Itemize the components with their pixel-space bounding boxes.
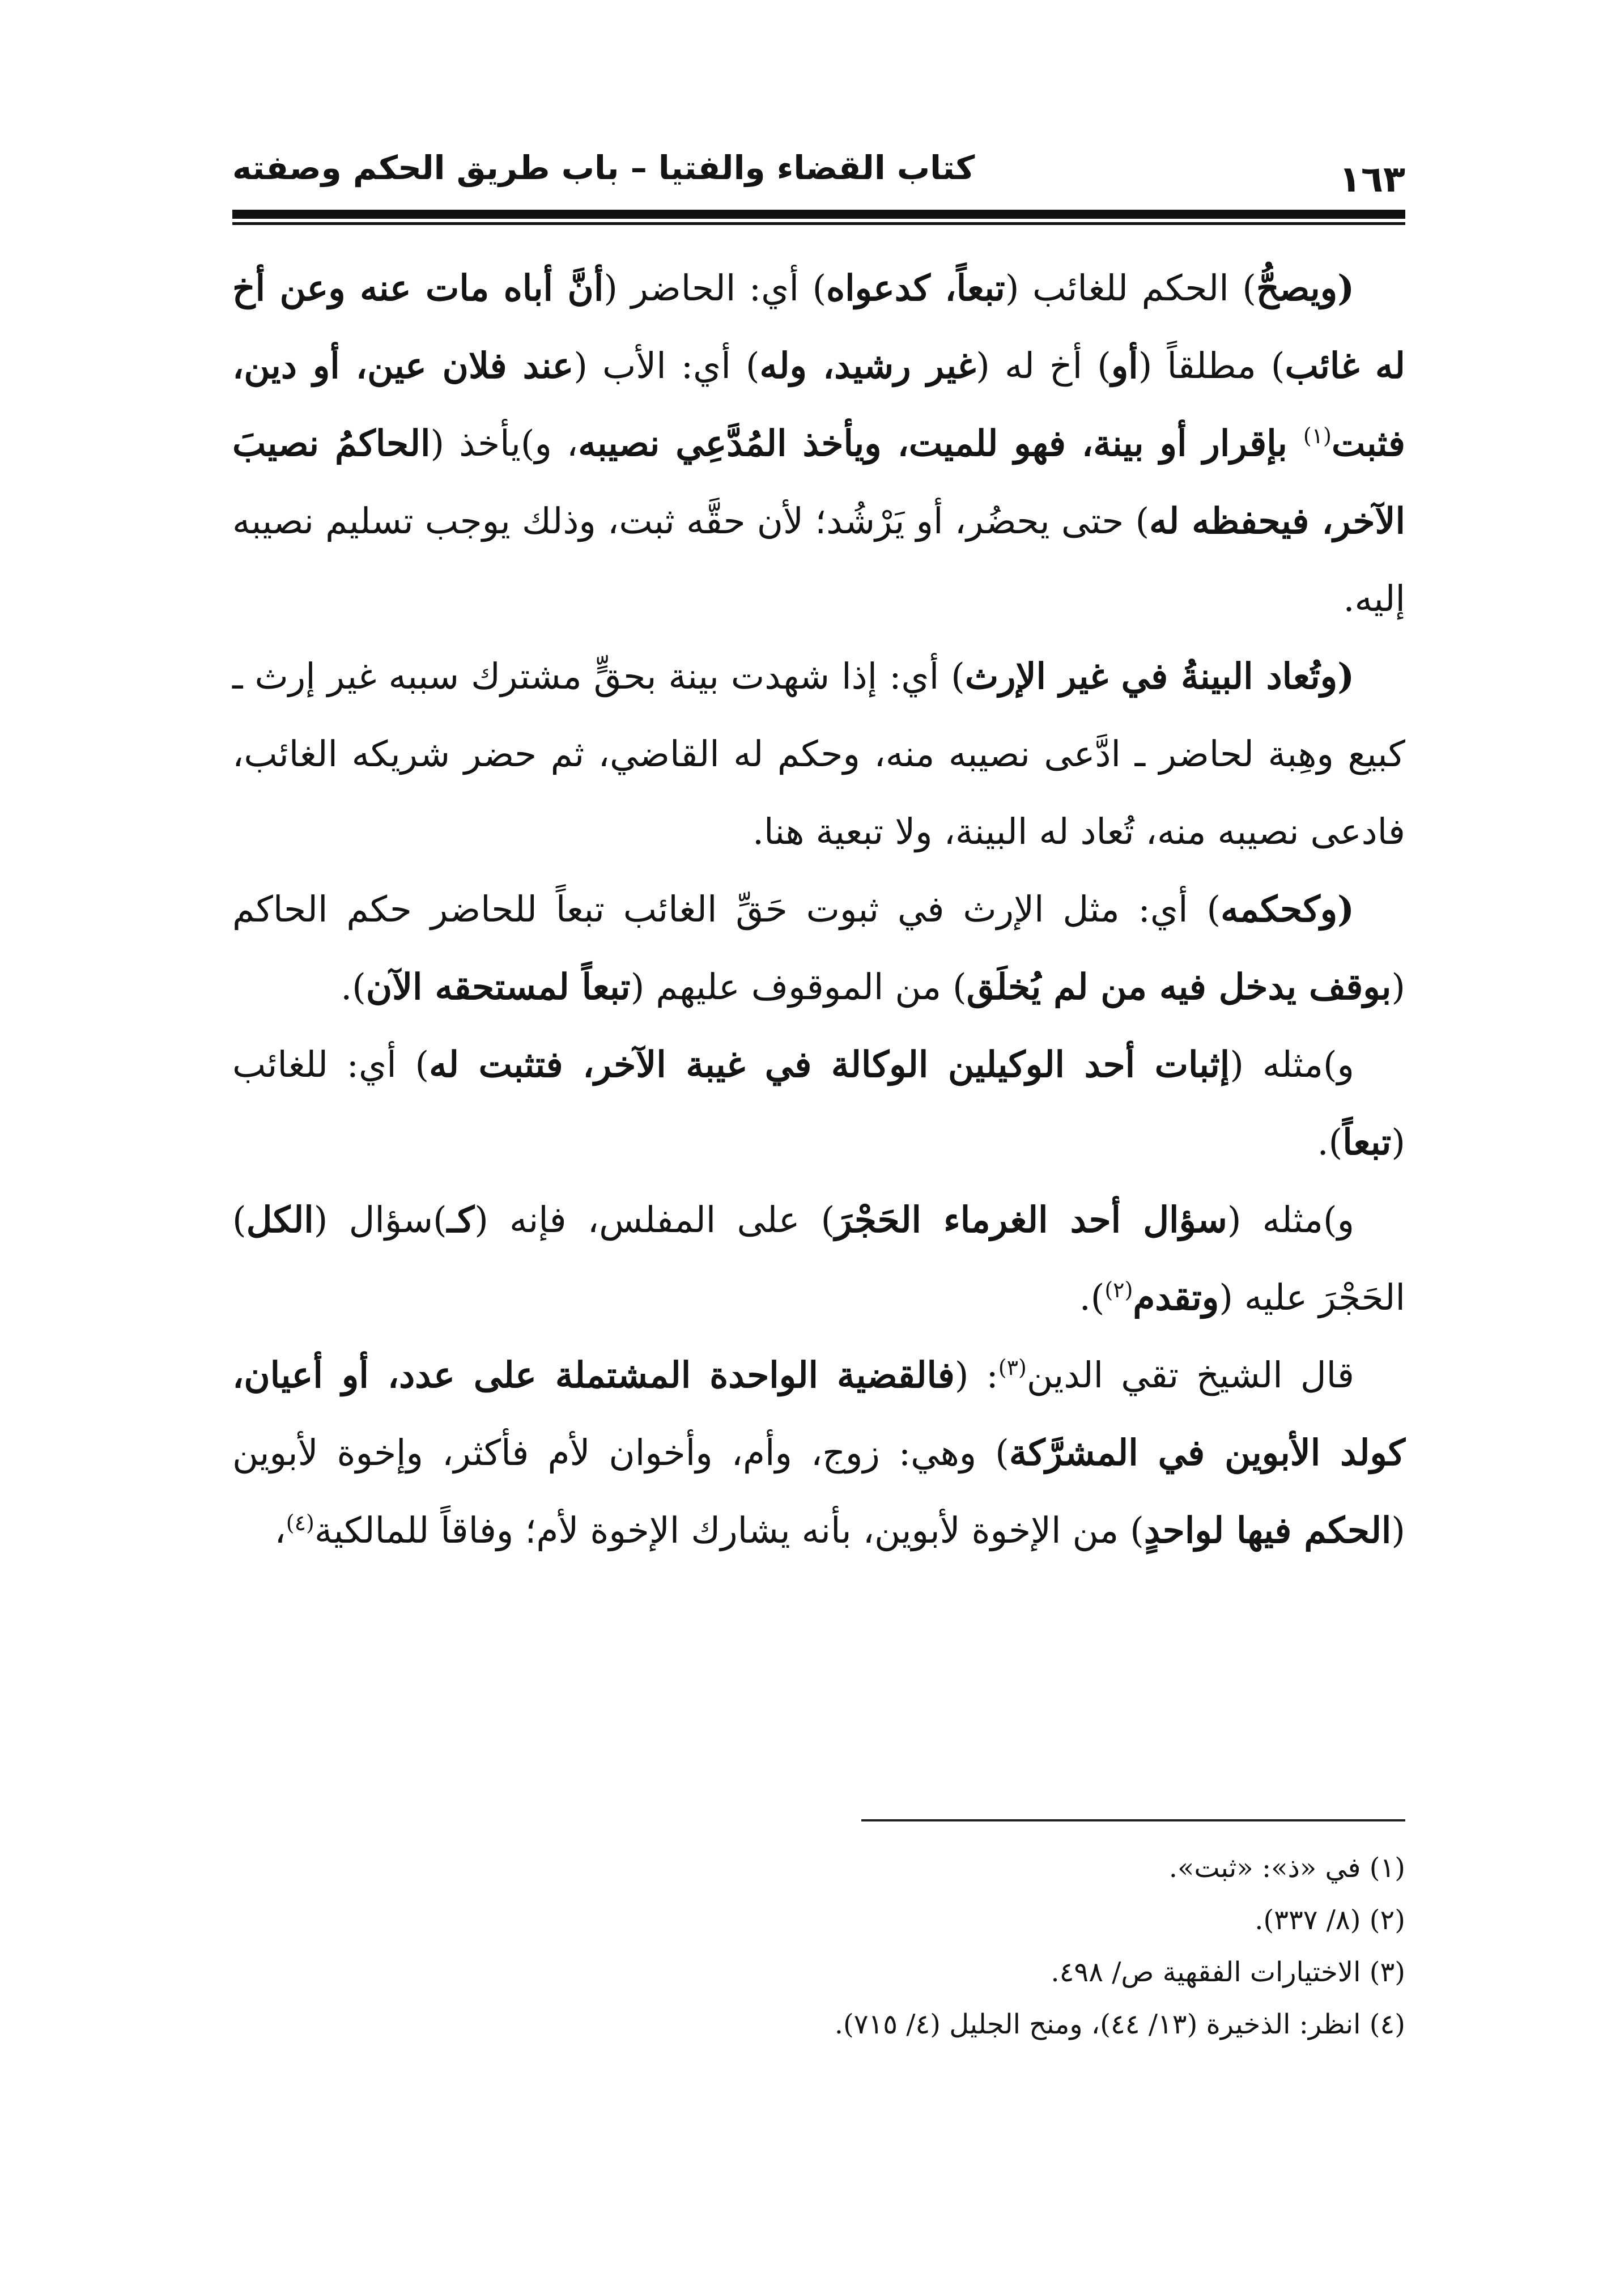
matn-text: تبعاً، كدعواه bbox=[826, 267, 1005, 309]
paragraph-5 bbox=[232, 1181, 1405, 1336]
footnote-ref: (٢) bbox=[1104, 1277, 1133, 1302]
paragraph-4 bbox=[232, 1026, 1405, 1181]
footnote-4: (٤) انظر: الذخيرة (١٣/ ٤٤)، ومنح الجليل (٤/ ٧١٥). bbox=[834, 2009, 1405, 2040]
sharh-text: ) من الإخوة لأبوين، بأنه يشارك الإخوة لأم؛ وفاقاً للمالكية bbox=[314, 1510, 1144, 1551]
sharh-text: ). bbox=[341, 966, 366, 1008]
sharh-text: ) الحَجْرَ عليه ( bbox=[232, 1199, 1405, 1318]
footnote-3: (٣) الاختيارات الفقهية ص/ ٤٩٨. bbox=[1051, 1956, 1405, 1988]
footnote-ref: (٤) bbox=[286, 1510, 314, 1535]
sharh-text: : ( bbox=[954, 1354, 998, 1396]
sharh-text: ، و)يأخذ ( bbox=[430, 423, 579, 464]
matn-text: كـ bbox=[447, 1199, 475, 1241]
matn-text: أو bbox=[1111, 345, 1138, 387]
matn-text: غير رشيد، وله bbox=[759, 345, 976, 387]
sharh-text: ) على المفلس، فإنه ( bbox=[474, 1199, 835, 1241]
matn-text: تبعاً bbox=[1342, 1121, 1392, 1163]
sharh-text: ) أي: إذا شهدت بينة بحقٍّ مشترك سببه غير إرث ـ كبيع وهِبة لحاضر ـ ادَّعى نصيبه منه، وحكم له القاضي، ثم حضر شريكه الغائب، فادعى نصيبه منه، تُعاد له البينة، ولا تبعية هنا. bbox=[232, 656, 1405, 852]
running-title: كتاب القضاء والفتيا – باب طريق الحكم وصفته bbox=[232, 148, 975, 187]
matn-text: (وكحكمه bbox=[1221, 888, 1354, 930]
footnote-ref: (١) bbox=[1303, 423, 1332, 448]
sharh-text: ) مطلقاً ( bbox=[1138, 345, 1285, 387]
paragraph-1 bbox=[232, 249, 1405, 638]
matn-text: بإقرار أو بينة، فهو للميت، ويأخذ المُدَّعِي نصيبه bbox=[578, 422, 1303, 464]
sharh-text: ) من الموقوف عليهم ( bbox=[630, 966, 967, 1008]
sharh-text: ، bbox=[274, 1510, 286, 1551]
footnote-2: (٢) (٨/ ٣٣٧). bbox=[1255, 1904, 1405, 1936]
matn-text: أنَّ أباه مات عنه وعن أخ له غائب bbox=[232, 267, 1405, 387]
matn-text: تبعاً لمستحقه الآن bbox=[365, 966, 631, 1008]
matn-text: الحكم فيها لواحدٍ bbox=[1143, 1509, 1392, 1551]
matn-text: إثبات أحد الوكيلين الوكالة في غيبة الآخر، فتثبت له bbox=[429, 1043, 1230, 1085]
sharh-text: ) وهي: زوج، وأم، وأخوان لأم فأكثر، وإخوة لأبوين ( bbox=[232, 1432, 1405, 1551]
matn-text: بوقف يدخل فيه من لم يُخلَق bbox=[966, 966, 1392, 1008]
paragraph-6 bbox=[232, 1336, 1405, 1569]
sharh-text: ) أي: الأب ( bbox=[573, 345, 760, 387]
sharh-text: ) أي: الحاضر ( bbox=[603, 267, 827, 309]
matn-text: وتقدم bbox=[1133, 1276, 1219, 1318]
main-text bbox=[232, 249, 1405, 1569]
sharh-text: و)مثله ( bbox=[1227, 1199, 1355, 1241]
matn-text: فالقضية الواحدة المشتملة على عدد، أو أعيان، كولد الأبوين في المشرَّكة bbox=[232, 1354, 1405, 1474]
matn-text: (ويصحُّ bbox=[1256, 267, 1355, 309]
footnote-ref: (٣) bbox=[998, 1355, 1027, 1380]
sharh-text: ) أي: مثل الإرث في ثبوت حَقِّ الغائب تبعاً للحاضر حكم الحاكم ( bbox=[232, 889, 1405, 1008]
matn-text: سؤال أحد الغرماء الحَجْرَ bbox=[835, 1199, 1227, 1241]
sharh-text: ) أي: للغائب ( bbox=[232, 1044, 1405, 1163]
page-header bbox=[232, 142, 1405, 204]
sharh-text: ). bbox=[1317, 1122, 1343, 1163]
sharh-text: ) الحكم للغائب ( bbox=[1005, 267, 1256, 309]
sharh-text: ) حتى يحضُر، أو يَرْشُد؛ لأن حقَّه ثبت، وذلك يوجب تسليم نصيبه إليه. bbox=[232, 500, 1405, 619]
header-rule-thin bbox=[232, 222, 1405, 225]
sharh-text: قال الشيخ تقي الدين bbox=[1026, 1354, 1354, 1396]
paragraph-3 bbox=[232, 871, 1405, 1026]
paragraph-2 bbox=[232, 638, 1405, 871]
footnote-1: (١) في «ذ»: «ثبت». bbox=[1168, 1852, 1405, 1884]
matn-text: الحاكمُ نصيبَ الآخر، فيحفظه له bbox=[232, 422, 1405, 542]
sharh-text: ). bbox=[1079, 1277, 1105, 1318]
matn-text: الكل bbox=[246, 1199, 314, 1241]
page-number: ١٦٣ bbox=[1338, 159, 1405, 201]
footnotes bbox=[232, 1842, 1405, 2050]
header-rule-thick bbox=[232, 210, 1405, 219]
matn-text: (وتُعاد البينةُ في غير الإرث bbox=[964, 655, 1355, 697]
sharh-text: ) أخ له ( bbox=[976, 345, 1111, 387]
footnote-separator bbox=[861, 1819, 1405, 1821]
sharh-text: و)مثله ( bbox=[1230, 1044, 1354, 1085]
matn-text: عند فلان عين، أو دين، فثبت bbox=[232, 345, 1405, 464]
sharh-text: )سؤال ( bbox=[313, 1199, 447, 1241]
